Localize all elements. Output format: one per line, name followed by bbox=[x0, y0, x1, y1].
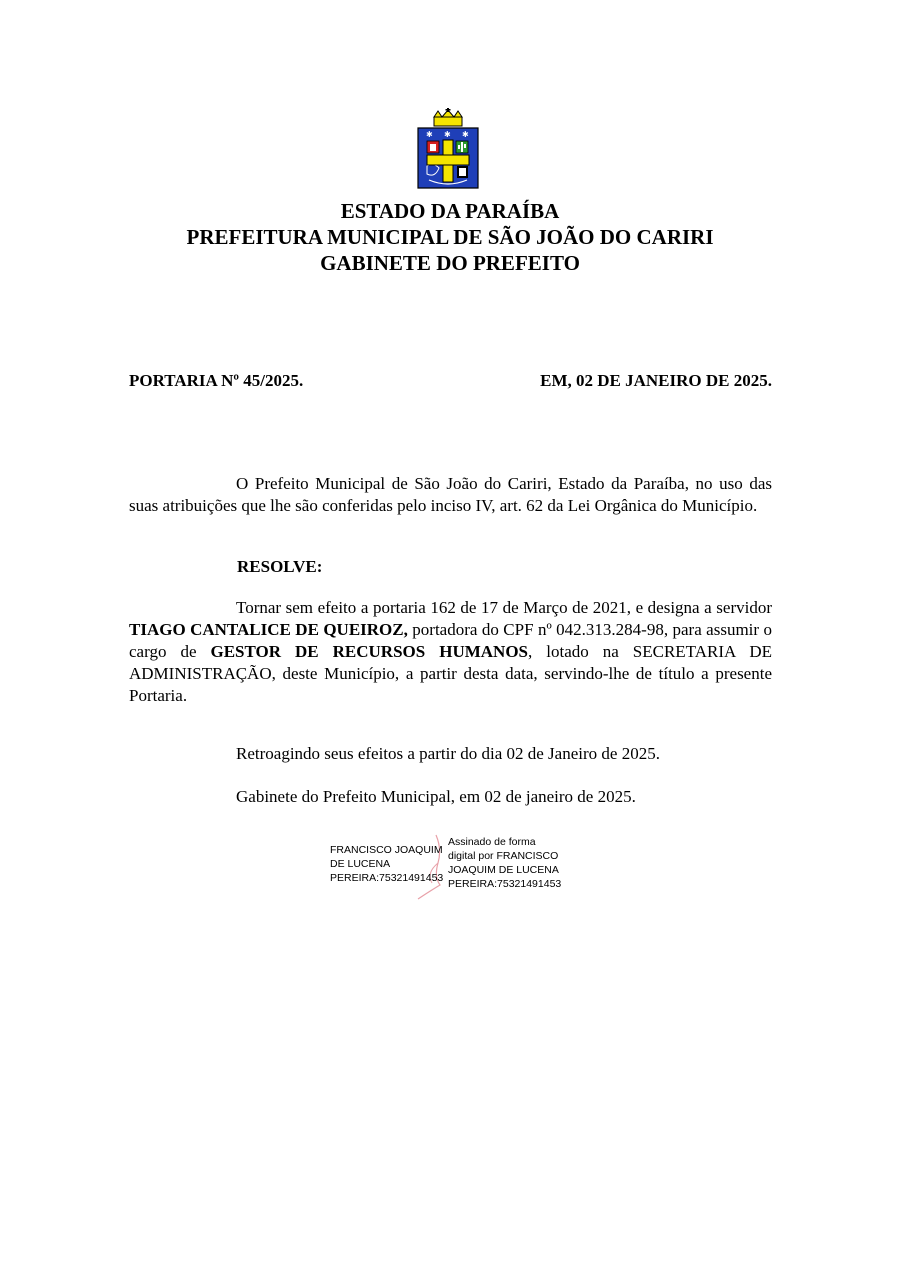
svg-text:✱: ✱ bbox=[462, 130, 469, 139]
detail-line-2: digital por FRANCISCO bbox=[448, 850, 559, 862]
svg-text:✱: ✱ bbox=[444, 130, 451, 139]
body-text-part3: , lotado na SECRETARIA DE ADMINISTRAÇÃO, deste Município, a partir desta data, servindo-lhe de título a presente Portaria. bbox=[129, 642, 772, 705]
portaria-date: EM, 02 DE JANEIRO DE 2025. bbox=[540, 371, 772, 390]
body-text-part2: portadora do CPF nº 042.313.284-98, para assumir o cargo de bbox=[129, 620, 772, 661]
municipal-crest-icon bbox=[415, 108, 481, 192]
portaria-number: PORTARIA Nº 45/2025. bbox=[129, 371, 304, 390]
body-text-part1: Tornar sem efeito a portaria 162 de 17 de Março de 2021, e designa a servidor bbox=[236, 598, 772, 617]
detail-line-3: JOAQUIM DE LUCENA bbox=[448, 864, 559, 876]
digital-signature bbox=[330, 833, 570, 901]
resolve-heading: RESOLVE: bbox=[237, 557, 323, 576]
detail-line-1: Assinado de forma bbox=[448, 836, 536, 848]
signer-line-3: PEREIRA:75321491453 bbox=[330, 872, 444, 884]
servant-name: TIAGO CANTALICE DE QUEIROZ, bbox=[129, 620, 408, 639]
signer-line-2: DE LUCENA bbox=[330, 858, 391, 870]
office-title: GABINETE DO PREFEITO bbox=[320, 251, 580, 275]
intro-paragraph: O Prefeito Municipal de São João do Cariri, Estado da Paraíba, no uso das suas atribuições que lhe são conferidas pelo inciso IV, art. 62 da Lei Orgânica do Município. bbox=[129, 474, 772, 515]
municipality-title: PREFEITURA MUNICIPAL DE SÃO JOÃO DO CARIRI bbox=[186, 225, 714, 249]
document-header bbox=[0, 198, 900, 276]
state-title: ESTADO DA PARAÍBA bbox=[340, 199, 560, 223]
detail-line-4: PEREIRA:75321491453 bbox=[448, 878, 562, 890]
svg-text:✱: ✱ bbox=[426, 130, 433, 139]
closing-line: Gabinete do Prefeito Municipal, em 02 de janeiro de 2025. bbox=[236, 787, 636, 806]
role-title: GESTOR DE RECURSOS HUMANOS bbox=[210, 642, 528, 661]
signer-line-1: FRANCISCO JOAQUIM bbox=[330, 844, 443, 856]
signature-signer bbox=[330, 843, 448, 885]
body-paragraph bbox=[129, 597, 772, 707]
retroactive-line: Retroagindo seus efeitos a partir do dia 02 de Janeiro de 2025. bbox=[236, 744, 660, 763]
signature-details bbox=[448, 835, 570, 891]
